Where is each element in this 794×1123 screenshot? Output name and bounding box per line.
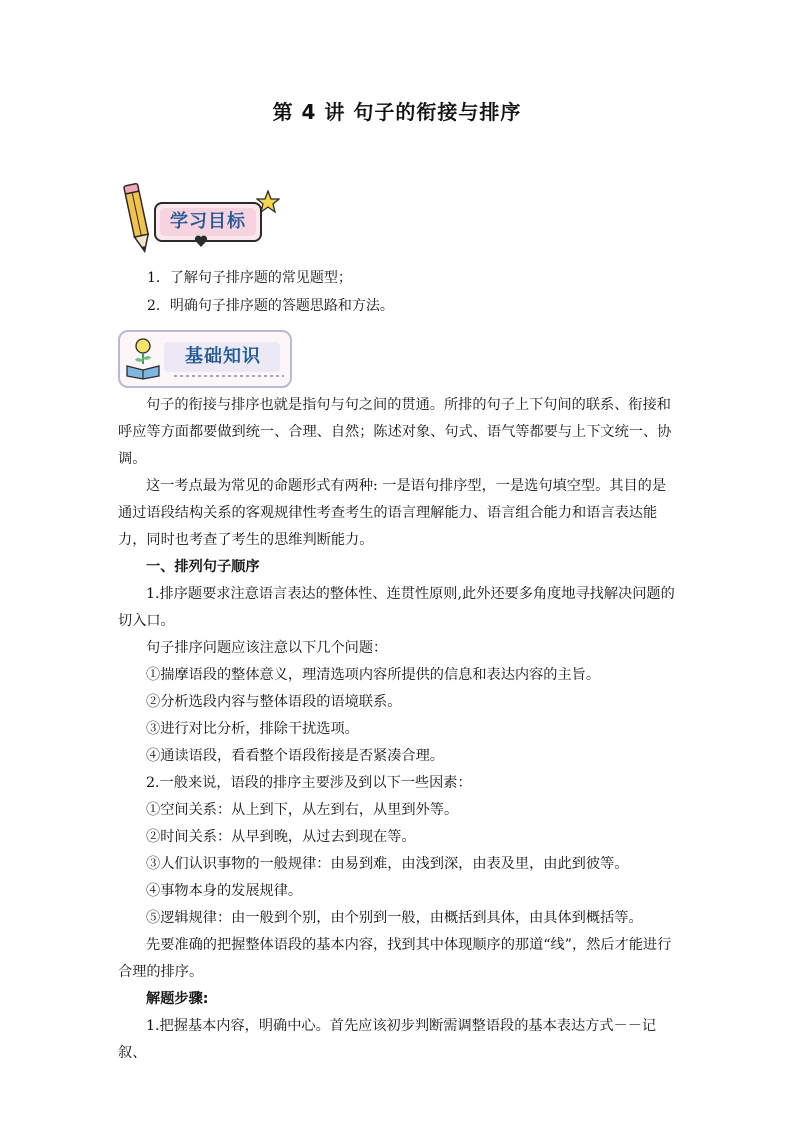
list-item: ②分析选段内容与整体语段的语境联系。 [146,694,402,710]
paragraph: 这一考点最为常见的命题形式有两种: 一是语句排序型，一是选句填空型。其目的是通过语段结构关系的客观规律性考查考生的语言理解能力、语言组合能力和语言表达能力，同时也考查了考生的思维判断能力。 [118,478,667,548]
heart-icon [194,234,208,248]
section-heading: 一、排列句子顺序 [146,559,260,575]
paragraph: 句子排序问题应该注意以下几个问题： [146,640,388,656]
paragraph: 句子的衔接与排序也就是指句与句之间的贯通。所排的句子上下句间的联系、衔接和呼应等方面都要做到统一、合理、自然；陈述对象、句式、语气等都要与上下文统一、协调。 [118,397,672,467]
list-item: ⑤逻辑规律：由一般到个别，由个别到一般，由概括到具体，由具体到概括等。 [146,910,643,926]
list-item: ④事物本身的发展规律。 [146,883,303,899]
list-item: ②时间关系：从早到晚，从过去到现在等。 [146,829,416,845]
body-content [118,392,678,1067]
paragraph: 2.一般来说，语段的排序主要涉及到以下一些因素： [146,775,472,791]
objectives-label: 学习目标 [170,211,246,232]
list-item: ①空间关系：从上到下，从左到右，从里到外等。 [146,802,459,818]
objective-item: 2．明确句子排序题的答题思路和方法。 [147,298,394,314]
book-lightbulb-icon [124,334,162,380]
section-heading: 解题步骤: [146,991,209,1007]
basic-knowledge-banner [118,330,296,386]
objectives-label-box [154,202,262,242]
list-item: ④通读语段，看看整个语段衔接是否紧凑合理。 [146,748,444,764]
star-icon [256,190,280,214]
pencil-icon [118,180,158,260]
list-item: ①揣摩语段的整体意义，理清选项内容所提供的信息和表达内容的主旨。 [146,667,601,683]
paragraph: 1.排序题要求注意语言表达的整体性、连贯性原则,此外还要多角度地寻找解决问题的切入口。 [118,586,675,629]
learning-objectives-banner [118,180,288,260]
list-item: ③进行对比分析，排除干扰选项。 [146,721,359,737]
paragraph: 先要准确的把握整体语段的基本内容，找到其中体现顺序的那道“线”，然后才能进行合理的排序。 [118,937,672,980]
objective-item: 1．了解句子排序题的常见题型； [147,270,352,286]
paragraph: 1.把握基本内容，明确中心。首先应该初步判断需调整语段的基本表达方式－－记叙、 [118,1018,657,1061]
basic-knowledge-label: 基础知识 [185,346,261,367]
list-item: ③人们认识事物的一般规律：由易到难，由浅到深，由表及里，由此到彼等。 [146,856,629,872]
dotted-divider [174,374,284,378]
page-title: 第 4 讲 句子的衔接与排序 [272,100,522,124]
